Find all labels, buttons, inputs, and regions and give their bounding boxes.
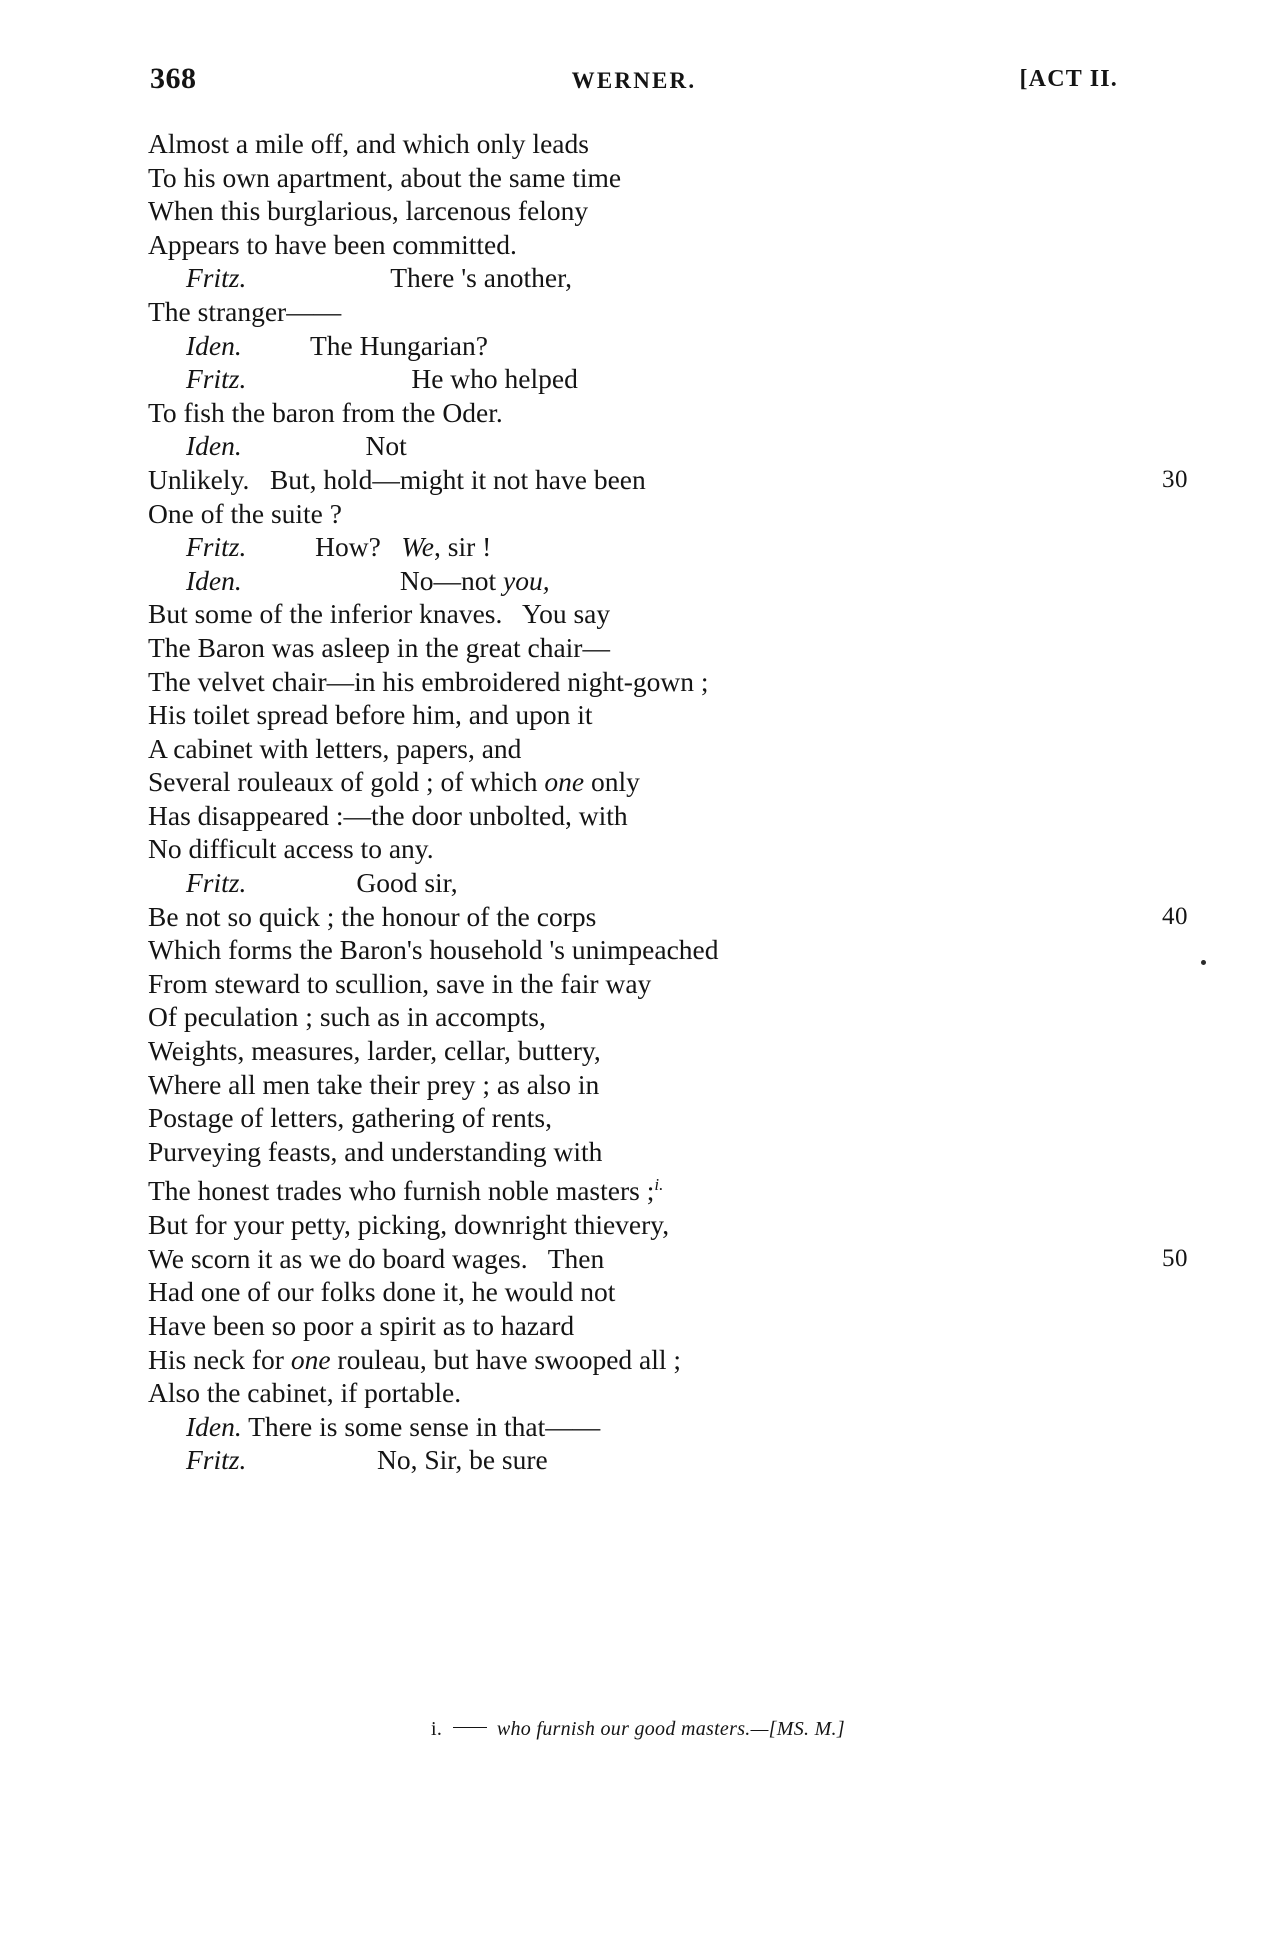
verse-line xyxy=(148,1208,1128,1242)
emphasis: one xyxy=(290,1343,331,1375)
line-text: The Hungarian? xyxy=(241,329,488,361)
footnote-reference: i. xyxy=(654,1175,664,1195)
line-text: His neck for one rouleau, but have swooped all ; xyxy=(148,1343,682,1375)
line-text: The stranger—— xyxy=(148,295,342,327)
verse-line xyxy=(148,564,1128,598)
verse-line xyxy=(148,1275,1128,1309)
emphasis: We xyxy=(401,531,435,563)
verse-line xyxy=(148,866,1128,900)
verse-line xyxy=(148,1343,1128,1377)
footnote-text: who furnish our good masters.—[MS. M.] xyxy=(496,1718,845,1740)
act-label: [ACT II. xyxy=(1019,66,1118,92)
line-text: Of peculation ; such as in accompts, xyxy=(148,1001,546,1033)
line-text: We scorn it as we do board wages. Then xyxy=(148,1242,605,1274)
verse-line xyxy=(148,1242,1188,1276)
speaker-label: Fritz. xyxy=(186,531,247,563)
verse-line xyxy=(148,1101,1128,1135)
line-text: But for your petty, picking, downright thievery, xyxy=(148,1209,670,1241)
verse-line xyxy=(148,1000,1128,1034)
line-text: To his own apartment, about the same time xyxy=(148,161,622,193)
speaker-label: Iden. xyxy=(186,329,242,361)
speaker-label: Fritz. xyxy=(186,262,247,294)
verse-line xyxy=(148,799,1128,833)
speaker-label: Iden. xyxy=(186,1410,242,1442)
speaker-label: Fritz. xyxy=(186,867,247,899)
line-text: How? We, sir ! xyxy=(246,531,492,563)
line-text: His toilet spread before him, and upon it xyxy=(148,699,593,731)
line-text: Also the cabinet, if portable. xyxy=(148,1377,462,1409)
line-text: He who helped xyxy=(246,363,578,395)
verse-line xyxy=(148,194,1128,228)
verse-line xyxy=(148,161,1128,195)
verse-line xyxy=(148,1376,1128,1410)
line-text: The honest trades who furnish noble masters ; xyxy=(148,1175,655,1207)
running-head xyxy=(150,62,1118,102)
line-text: Where all men take their prey ; as also in xyxy=(148,1068,600,1100)
line-text: Not xyxy=(241,430,407,462)
speaker-label: Iden. xyxy=(186,564,242,596)
verse-line xyxy=(148,396,1128,430)
line-text: Appears to have been committed. xyxy=(148,228,517,260)
line-text: No difficult access to any. xyxy=(148,833,434,865)
line-text: Has disappeared :—the door unbolted, with xyxy=(148,799,628,831)
line-number: 50 xyxy=(1162,1244,1188,1272)
verse-line xyxy=(148,295,1128,329)
verse-line xyxy=(148,127,1128,161)
line-text: Almost a mile off, and which only leads xyxy=(148,128,589,159)
verse-body xyxy=(148,127,1188,1477)
line-text: A cabinet with letters, papers, and xyxy=(148,732,522,764)
verse-line xyxy=(148,228,1128,262)
line-number: 40 xyxy=(1162,902,1188,930)
page-number: 368 xyxy=(150,62,197,95)
line-number: 30 xyxy=(1162,465,1188,493)
footnote-rule xyxy=(453,1727,487,1728)
verse-line xyxy=(148,665,1128,699)
verse-line xyxy=(148,329,1128,363)
line-text: Be not so quick ; the honour of the corps xyxy=(148,900,597,932)
footnote-marker: i. xyxy=(431,1718,443,1740)
verse-line xyxy=(148,429,1128,463)
line-text: But some of the inferior knaves. You say xyxy=(148,598,611,630)
line-text: To fish the baron from the Oder. xyxy=(148,396,503,428)
verse-line xyxy=(148,530,1128,564)
line-text: Weights, measures, larder, cellar, buttery, xyxy=(148,1035,601,1067)
speaker-label: Iden. xyxy=(186,430,242,462)
line-text: Good sir, xyxy=(246,867,458,899)
verse-line xyxy=(148,1068,1128,1102)
speaker-label: Fritz. xyxy=(186,363,247,395)
verse-line xyxy=(148,1443,1128,1477)
speaker-label: Fritz. xyxy=(186,1444,247,1476)
line-text: From steward to scullion, save in the fair way xyxy=(148,967,652,999)
verse-line xyxy=(148,765,1128,799)
line-text: One of the suite ? xyxy=(148,497,342,529)
verse-line xyxy=(148,698,1128,732)
verse-line xyxy=(148,597,1128,631)
line-text: Unlikely. But, hold—might it not have been xyxy=(148,463,646,495)
emphasis: you, xyxy=(503,564,550,596)
footnote xyxy=(148,1718,1128,1741)
line-text: Several rouleaux of gold ; of which one only xyxy=(148,766,640,798)
verse-line xyxy=(148,832,1128,866)
verse-line xyxy=(148,1034,1128,1068)
verse-line xyxy=(148,1135,1128,1169)
line-text: No, Sir, be sure xyxy=(246,1444,548,1476)
verse-line xyxy=(148,1168,1128,1208)
emphasis: one xyxy=(544,766,585,798)
line-text: Postage of letters, gathering of rents, xyxy=(148,1102,552,1134)
line-text: Have been so poor a spirit as to hazard xyxy=(148,1309,575,1341)
line-text: There 's another, xyxy=(246,262,572,294)
line-text: When this burglarious, larcenous felony xyxy=(148,195,589,227)
verse-line xyxy=(148,362,1128,396)
verse-line xyxy=(148,1309,1128,1343)
page-title: WERNER. xyxy=(571,68,697,93)
verse-line xyxy=(148,967,1128,1001)
line-text: The velvet chair—in his embroidered night-gown ; xyxy=(148,665,709,697)
line-text: Which forms the Baron's household 's unimpeached xyxy=(148,934,719,966)
line-text: No—not you, xyxy=(241,564,550,596)
verse-line xyxy=(148,732,1128,766)
line-text: Purveying feasts, and understanding with xyxy=(148,1135,603,1167)
line-text: There is some sense in that—— xyxy=(241,1410,601,1442)
verse-line xyxy=(148,631,1128,665)
verse-line xyxy=(148,933,1128,967)
line-text: The Baron was asleep in the great chair— xyxy=(148,631,610,663)
verse-line xyxy=(148,900,1188,934)
ink-speck xyxy=(1201,960,1206,965)
verse-line xyxy=(148,497,1128,531)
verse-line xyxy=(148,261,1128,295)
verse-line xyxy=(148,1410,1128,1444)
verse-line xyxy=(148,463,1188,497)
line-text: Had one of our folks done it, he would not xyxy=(148,1276,616,1308)
